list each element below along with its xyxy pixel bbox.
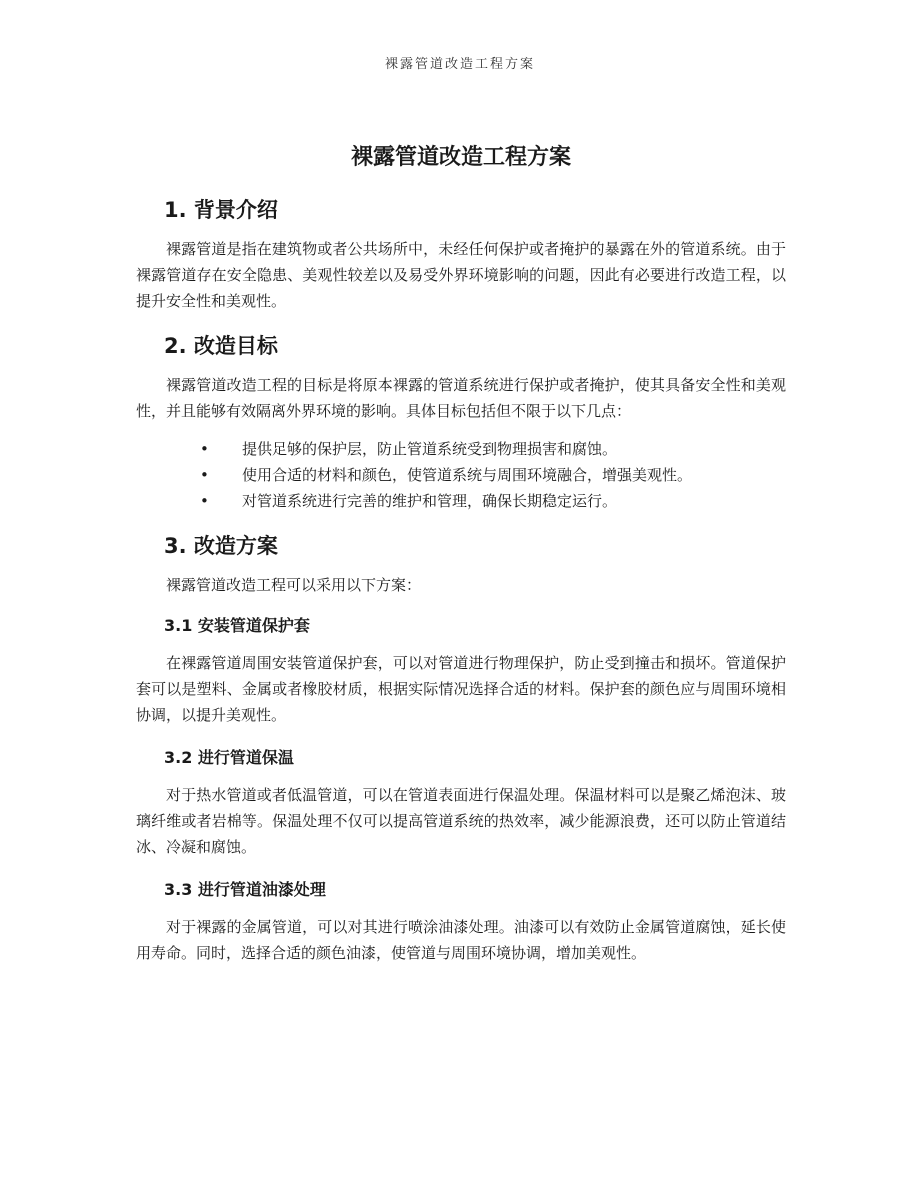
bullet-icon: • bbox=[200, 440, 209, 458]
bullet-icon: • bbox=[200, 492, 209, 510]
subsection-paragraph-protective-sleeve: 在裸露管道周围安装管道保护套，可以对管道进行物理保护，防止受到撞击和损坏。管道保护套可以是塑料、金属或者橡胶材质，根据实际情况选择合适的材料。保护套的颜色应与周围环境相协调，以提升美观性。 bbox=[136, 654, 786, 724]
subsection-paragraph-painting: 对于裸露的金属管道，可以对其进行喷涂油漆处理。油漆可以有效防止金属管道腐蚀，延长使用寿命。同时，选择合适的颜色油漆，使管道与周围环境协调，增加美观性。 bbox=[136, 918, 786, 962]
section-heading-background: 1. 背景介绍 bbox=[164, 198, 278, 222]
subsection-heading-protective-sleeve: 3.1 安装管道保护套 bbox=[164, 616, 310, 635]
document-title: 裸露管道改造工程方案 bbox=[350, 145, 571, 170]
section-paragraph-plan: 裸露管道改造工程可以采用以下方案： bbox=[166, 576, 422, 594]
subsection-paragraph-insulation: 对于热水管道或者低温管道，可以在管道表面进行保温处理。保温材料可以是聚乙烯泡沫、玻璃纤维或者岩棉等。保温处理不仅可以提高管道系统的热效率，减少能源浪费，还可以防止管道结冰、冷凝和腐蚀。 bbox=[136, 786, 786, 856]
list-item: • 对管道系统进行完善的维护和管理，确保长期稳定运行。 bbox=[136, 488, 786, 514]
goals-list bbox=[136, 436, 786, 514]
list-item: • 提供足够的保护层，防止管道系统受到物理损害和腐蚀。 bbox=[136, 436, 786, 462]
bullet-icon: • bbox=[200, 466, 209, 484]
document-body bbox=[136, 140, 786, 982]
section-heading-goals: 2. 改造目标 bbox=[164, 334, 278, 358]
section-paragraph-background: 裸露管道是指在建筑物或者公共场所中，未经任何保护或者掩护的暴露在外的管道系统。由于裸露管道存在安全隐患、美观性较差以及易受外界环境影响的问题，因此有必要进行改造工程，以提升安全性和美观性。 bbox=[136, 240, 786, 310]
list-item: • 使用合适的材料和颜色，使管道系统与周围环境融合，增强美观性。 bbox=[136, 462, 786, 488]
subsection-heading-painting: 3.3 进行管道油漆处理 bbox=[164, 880, 326, 899]
subsection-heading-insulation: 3.2 进行管道保温 bbox=[164, 748, 294, 767]
section-paragraph-goals: 裸露管道改造工程的目标是将原本裸露的管道系统进行保护或者掩护，使其具备安全性和美观性，并且能够有效隔离外界环境的影响。具体目标包括但不限于以下几点： bbox=[136, 376, 786, 420]
page-header: 裸露管道改造工程方案 bbox=[384, 57, 535, 72]
section-heading-plan: 3. 改造方案 bbox=[164, 534, 278, 558]
